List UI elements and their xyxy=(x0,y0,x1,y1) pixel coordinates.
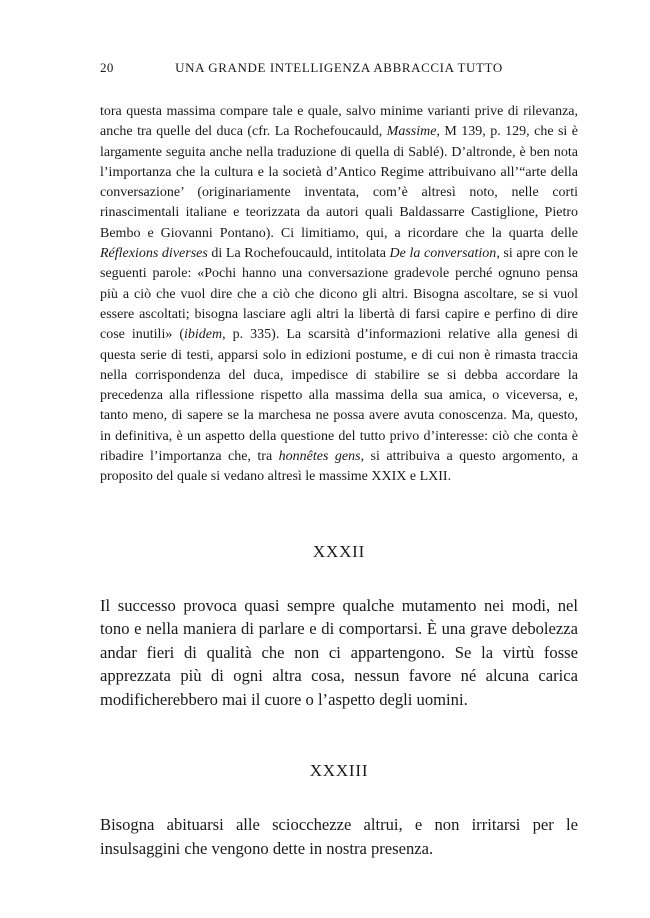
commentary-text: M 139, p. 129, che si è largamente seguita anche nella traduzione di quella di Sablé). D’altronde, è ben nota l’importanza che la cultura e la società d’Antico Regime attribuivano all’“arte della conversazione’ (originariamente inventata, com’è altresì noto, nelle corti rinascimentali italiane e teorizzata da autori quali Baldassarre Castiglione, Pietro Bembo e Giovanni Pontano). Ci limitiamo, qui, a ricordare che la quarta delle xyxy=(100,124,578,241)
italic-term: honnêtes gens xyxy=(278,449,361,465)
book-page xyxy=(100,60,578,860)
commentary-text: tora questa massima compare tale e quale, salvo minime varianti prive di rilevanza, anche tra quelle del duca (cfr. La Rochefoucauld, xyxy=(100,104,578,140)
running-head xyxy=(100,60,578,82)
italic-title: Réflexions diverses xyxy=(100,246,208,262)
commentary-text: , si apre con le seguenti parole: «Pochi hanno una conversazione gradevole perché ognuno pensa più a ciò che vuol dire che a ciò che dicono gli altri. Bisogna ascoltare, se si vuol essere ascoltati; bisogna lasciare agli altri la libertà di farsi capire e perfino di dire cose inutili» ( xyxy=(100,246,579,343)
commentary-paragraph xyxy=(100,102,578,488)
italic-title: De la conversation xyxy=(389,246,497,262)
page-number: 20 xyxy=(100,60,114,75)
maxim-xxxii-text: Il successo provoca quasi sempre qualche mutamento nei modi, nel tono e nella maniera di parlare e di comportarsi. È una grave debolezza andar fieri di qualità che non ci appartengono. Se la virtù fosse apprezzata più di ogni altra cosa, nessun favore né alcuna carica modificherebbero mai il cuore o l’aspetto degli uomini. xyxy=(100,595,578,709)
running-title: UNA GRANDE INTELLIGENZA ABBRACCIA TUTTO xyxy=(175,60,503,75)
commentary-text: di La Rochefoucauld, intitolata xyxy=(207,246,390,262)
italic-title: Massime, xyxy=(386,124,440,140)
commentary-text: , si attribuiva a questo argomento, a proposito del quale si vedano altresì le massime XXIX e LXII. xyxy=(100,449,578,485)
section-heading-xxxiii: XXXIII xyxy=(309,761,369,781)
maxim-xxxiii-text: Bisogna abituarsi alle sciocchezze altrui, e non irritarsi per le insulsaggini che vengono dette in nostra presenza. xyxy=(100,815,578,858)
commentary-block xyxy=(100,102,578,488)
section-heading-xxxii: XXXII xyxy=(312,541,366,561)
commentary-text: , p. 335). La scarsità d’informazioni relative alla genesi di questa serie di testi, apparsi solo in edizioni postume, e di cui non è rimasta traccia nella corrispondenza del duca, impedisce di stabilire se si debba accordare la precedenza alla riflessione rispetto alla massima della sua amica, o viceversa, e, tanto meno, di sapere se la marchesa ne possa avere avuta conoscenza. Ma, questo, in definitiva, è un aspetto della questione del tutto privo d’interesse: ciò che conta è ribadire l’importanza che, tra xyxy=(100,327,578,465)
italic-reference: ibidem xyxy=(184,327,223,343)
